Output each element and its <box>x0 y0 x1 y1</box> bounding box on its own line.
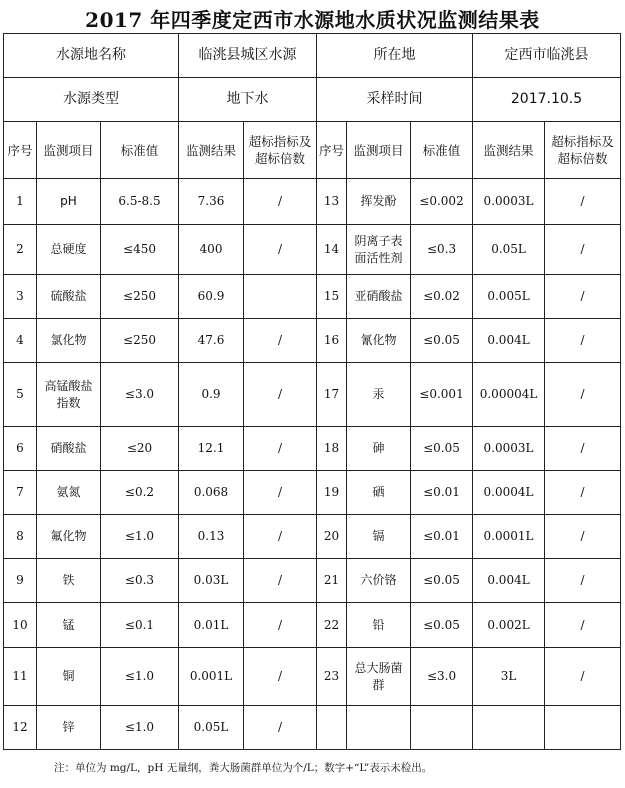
row-standard: ≤0.05 <box>411 603 473 648</box>
row-item: 锰 <box>37 603 101 648</box>
row-standard: ≤3.0 <box>411 648 473 706</box>
row-exceed: / <box>244 427 317 471</box>
row-seq: 15 <box>317 275 347 319</box>
row-seq: 17 <box>317 363 347 427</box>
row-item: 硝酸盐 <box>37 427 101 471</box>
row-item: 高锰酸盐指数 <box>37 363 101 427</box>
row-seq: 13 <box>317 179 347 225</box>
row-result: 0.9 <box>179 363 244 427</box>
table-row <box>4 706 621 750</box>
row-seq: 5 <box>4 363 37 427</box>
row-standard: ≤0.001 <box>411 363 473 427</box>
row-exceed: / <box>244 648 317 706</box>
header-seq: 序号 <box>317 122 347 179</box>
row-item: 汞 <box>347 363 411 427</box>
header-exceed: 超标指标及超标倍数 <box>545 122 621 179</box>
row-seq: 20 <box>317 515 347 559</box>
row-exceed: / <box>244 471 317 515</box>
row-seq: 18 <box>317 427 347 471</box>
row-seq: 1 <box>4 179 37 225</box>
row-seq: 7 <box>4 471 37 515</box>
row-exceed: / <box>244 706 317 750</box>
row-seq: 21 <box>317 559 347 603</box>
row-result: 0.0003L <box>473 427 545 471</box>
table-row <box>4 515 621 559</box>
sampling-time-label: 采样时间 <box>317 78 473 122</box>
location-value: 定西市临洮县 <box>473 34 621 78</box>
header-result: 监测结果 <box>473 122 545 179</box>
header-exceed: 超标指标及超标倍数 <box>244 122 317 179</box>
row-result: 0.01L <box>179 603 244 648</box>
row-exceed <box>244 275 317 319</box>
table-row <box>4 179 621 225</box>
row-result: 0.001L <box>179 648 244 706</box>
table-row <box>4 275 621 319</box>
row-item: 铅 <box>347 603 411 648</box>
source-name-value: 临洮县城区水源 <box>179 34 317 78</box>
row-item: 挥发酚 <box>347 179 411 225</box>
row-item: pH <box>37 179 101 225</box>
row-item: 氰化物 <box>347 319 411 363</box>
row-seq: 19 <box>317 471 347 515</box>
row-item: 硫酸盐 <box>37 275 101 319</box>
row-result: 0.05L <box>473 225 545 275</box>
row-standard: ≤450 <box>101 225 179 275</box>
row-result: 3L <box>473 648 545 706</box>
footnote: 注：单位为 mg/L，pH 无量纲，粪大肠菌群单位为个/L；数字+“L”表示未检出。 <box>54 762 433 774</box>
row-exceed <box>545 706 621 750</box>
header-seq: 序号 <box>4 122 37 179</box>
row-result: 0.004L <box>473 559 545 603</box>
row-exceed: / <box>545 363 621 427</box>
row-standard: ≤0.1 <box>101 603 179 648</box>
row-item: 氟化物 <box>37 515 101 559</box>
row-item: 砷 <box>347 427 411 471</box>
row-seq: 8 <box>4 515 37 559</box>
row-result: 400 <box>179 225 244 275</box>
row-item: 阴离子表面活性剂 <box>347 225 411 275</box>
row-result: 0.068 <box>179 471 244 515</box>
row-result: 0.05L <box>179 706 244 750</box>
row-seq: 3 <box>4 275 37 319</box>
row-exceed: / <box>244 515 317 559</box>
row-exceed: / <box>244 225 317 275</box>
row-exceed: / <box>545 275 621 319</box>
row-exceed: / <box>545 179 621 225</box>
header-result: 监测结果 <box>179 122 244 179</box>
row-exceed: / <box>244 559 317 603</box>
row-result: 0.005L <box>473 275 545 319</box>
header-item: 监测项目 <box>37 122 101 179</box>
column-header-row <box>4 122 621 179</box>
row-exceed: / <box>545 319 621 363</box>
row-result: 0.0001L <box>473 515 545 559</box>
row-exceed: / <box>545 427 621 471</box>
row-result: 7.36 <box>179 179 244 225</box>
row-exceed: / <box>545 648 621 706</box>
row-exceed: / <box>244 319 317 363</box>
row-seq <box>317 706 347 750</box>
row-standard: ≤1.0 <box>101 648 179 706</box>
row-seq: 23 <box>317 648 347 706</box>
row-result: 0.0003L <box>473 179 545 225</box>
row-result: 0.0004L <box>473 471 545 515</box>
row-standard: ≤3.0 <box>101 363 179 427</box>
row-result: 60.9 <box>179 275 244 319</box>
row-result: 47.6 <box>179 319 244 363</box>
row-item: 硒 <box>347 471 411 515</box>
row-seq: 4 <box>4 319 37 363</box>
location-label: 所在地 <box>317 34 473 78</box>
table-row <box>4 648 621 706</box>
row-exceed: / <box>545 559 621 603</box>
page-title: 2017 年四季度定西市水源地水质状况监测结果表 <box>85 8 540 32</box>
row-standard: ≤0.3 <box>101 559 179 603</box>
row-standard: ≤0.3 <box>411 225 473 275</box>
row-exceed: / <box>244 603 317 648</box>
header-standard: 标准值 <box>411 122 473 179</box>
source-type-label: 水源类型 <box>4 78 179 122</box>
table-row <box>4 319 621 363</box>
row-seq: 10 <box>4 603 37 648</box>
row-standard <box>411 706 473 750</box>
row-item: 氯化物 <box>37 319 101 363</box>
row-item: 总大肠菌群 <box>347 648 411 706</box>
row-exceed: / <box>545 471 621 515</box>
row-standard: 6.5-8.5 <box>101 179 179 225</box>
row-seq: 12 <box>4 706 37 750</box>
row-exceed: / <box>545 515 621 559</box>
row-item: 亚硝酸盐 <box>347 275 411 319</box>
row-standard: ≤0.05 <box>411 427 473 471</box>
source-name-label: 水源地名称 <box>4 34 179 78</box>
row-seq: 9 <box>4 559 37 603</box>
row-result: 0.00004L <box>473 363 545 427</box>
row-result <box>473 706 545 750</box>
row-standard: ≤250 <box>101 319 179 363</box>
row-item: 氨氮 <box>37 471 101 515</box>
table-row <box>4 603 621 648</box>
row-item: 六价铬 <box>347 559 411 603</box>
row-item <box>347 706 411 750</box>
row-standard: ≤0.01 <box>411 471 473 515</box>
row-standard: ≤1.0 <box>101 515 179 559</box>
row-item: 镉 <box>347 515 411 559</box>
row-item: 铜 <box>37 648 101 706</box>
row-result: 12.1 <box>179 427 244 471</box>
row-exceed: / <box>545 225 621 275</box>
table-row <box>4 471 621 515</box>
header-standard: 标准值 <box>101 122 179 179</box>
row-standard: ≤0.01 <box>411 515 473 559</box>
row-standard: ≤20 <box>101 427 179 471</box>
row-result: 0.002L <box>473 603 545 648</box>
row-seq: 14 <box>317 225 347 275</box>
row-standard: ≤0.002 <box>411 179 473 225</box>
row-standard: ≤0.05 <box>411 319 473 363</box>
row-result: 0.13 <box>179 515 244 559</box>
row-item: 总硬度 <box>37 225 101 275</box>
row-standard: ≤0.05 <box>411 559 473 603</box>
row-exceed: / <box>244 363 317 427</box>
row-standard: ≤1.0 <box>101 706 179 750</box>
row-seq: 11 <box>4 648 37 706</box>
row-standard: ≤0.2 <box>101 471 179 515</box>
table-row <box>4 559 621 603</box>
row-item: 铁 <box>37 559 101 603</box>
row-seq: 22 <box>317 603 347 648</box>
row-standard: ≤250 <box>101 275 179 319</box>
water-quality-table <box>3 33 621 750</box>
table-row <box>4 363 621 427</box>
row-result: 0.03L <box>179 559 244 603</box>
table-row <box>4 427 621 471</box>
row-seq: 6 <box>4 427 37 471</box>
row-standard: ≤0.02 <box>411 275 473 319</box>
table-row <box>4 225 621 275</box>
row-exceed: / <box>244 179 317 225</box>
row-result: 0.004L <box>473 319 545 363</box>
sampling-time-value: 2017.10.5 <box>473 78 621 122</box>
row-item: 锌 <box>37 706 101 750</box>
row-seq: 16 <box>317 319 347 363</box>
source-type-value: 地下水 <box>179 78 317 122</box>
row-exceed: / <box>545 603 621 648</box>
row-seq: 2 <box>4 225 37 275</box>
header-item: 监测项目 <box>347 122 411 179</box>
